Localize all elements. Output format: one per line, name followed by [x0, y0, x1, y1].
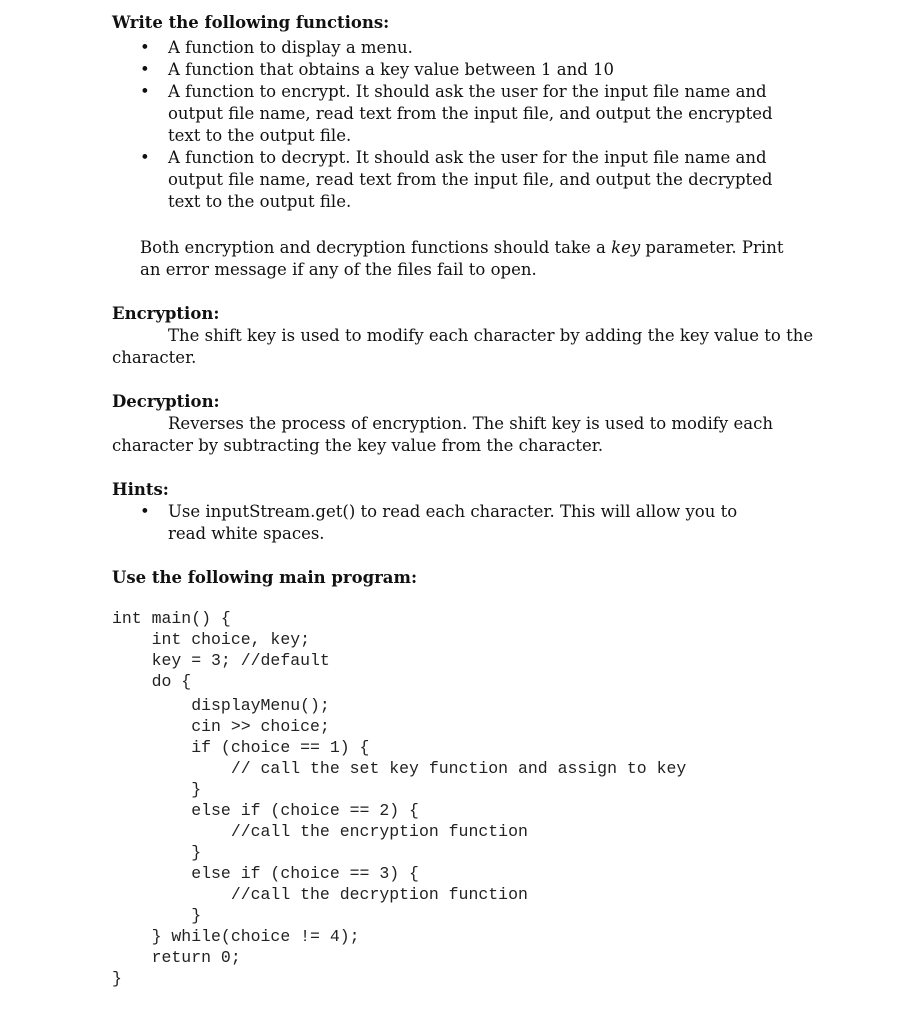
list-item: • A function to display a menu. [140, 38, 413, 57]
key-emphasis: key [611, 238, 641, 257]
encryption-heading: Encryption: [112, 304, 220, 323]
code-line: } [112, 780, 202, 799]
functions-heading: Write the following functions: [112, 13, 390, 32]
code-line: else if (choice == 2) { [112, 801, 419, 820]
hints-list [140, 501, 760, 545]
code-line: } while(choice != 4); [112, 927, 360, 946]
code-line: do { [112, 672, 192, 691]
code-line: cin >> choice; [112, 717, 330, 736]
code-line: } [112, 843, 202, 862]
bullet-icon: • [140, 502, 150, 521]
decryption-text-line2: character by subtracting the key value from the character. [112, 436, 604, 455]
encryption-text-line2: character. [112, 348, 197, 367]
decryption-text-line1: Reverses the process of encryption. The shift key is used to modify each [168, 414, 773, 433]
code-line: int main() { [112, 609, 231, 628]
code-line: key = 3; //default [112, 651, 330, 670]
encryption-text-line1: The shift key is used to modify each character by adding the key value to the [168, 326, 814, 345]
code-line: displayMenu(); [112, 696, 330, 715]
code-line: int choice, key; [112, 630, 311, 649]
code-line: //call the decryption function [112, 885, 528, 904]
list-item: • A function to decrypt. It should ask the user for the input file name and output file name, read text from the input file, and output the decrypted text to the output file. [140, 148, 773, 211]
key-parameter-note: Both encryption and decryption functions should take a key parameter. Print an error message if any of the files fail to open. [140, 238, 784, 279]
list-item: • Use inputStream.get() to read each character. This will allow you to read white spaces. [140, 502, 738, 543]
code-line: // call the set key function and assign to key [112, 759, 687, 778]
main-program-heading: Use the following main program: [112, 568, 418, 587]
code-line: if (choice == 1) { [112, 738, 370, 757]
bullet-icon: • [140, 148, 150, 167]
function-list [140, 37, 790, 213]
bullet-icon: • [140, 60, 150, 79]
code-line: //call the encryption function [112, 822, 528, 841]
bullet-icon: • [140, 38, 150, 57]
list-item: • A function to encrypt. It should ask the user for the input file name and output file name, read text from the input file, and output the encrypted text to the output file. [140, 82, 773, 145]
code-line: else if (choice == 3) { [112, 864, 419, 883]
decryption-heading: Decryption: [112, 392, 220, 411]
code-line: } [112, 969, 122, 988]
hints-heading: Hints: [112, 480, 169, 499]
list-item: • A function that obtains a key value between 1 and 10 [140, 60, 614, 79]
code-line: return 0; [112, 948, 241, 967]
code-line: } [112, 906, 202, 925]
code-block [112, 608, 812, 998]
bullet-icon: • [140, 82, 150, 101]
